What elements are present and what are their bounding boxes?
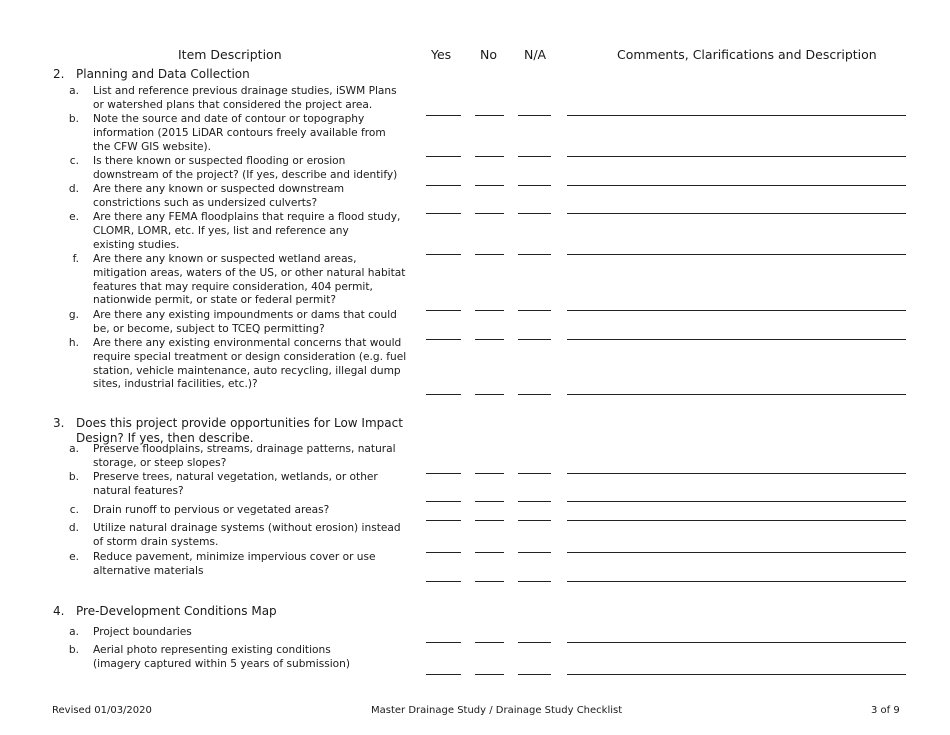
comments-line[interactable] <box>567 674 906 675</box>
item-text-line: the CFW GIS website). <box>93 140 212 153</box>
yes-answer-line[interactable] <box>426 156 461 157</box>
comments-line[interactable] <box>567 213 906 214</box>
item-text-line: mitigation areas, waters of the US, or other natural habitat <box>93 266 406 279</box>
header-na: N/A <box>524 47 547 62</box>
item-letter: c. <box>69 504 79 516</box>
item-text-line: Are there any existing impoundments or dams that could <box>93 309 397 321</box>
item-text-line: Project boundaries <box>93 626 192 638</box>
footer-revised: Revised 01/03/2020 <box>52 705 152 716</box>
section-number: 2. <box>53 67 65 81</box>
comments-line[interactable] <box>567 642 906 643</box>
section-title-line: Does this project provide opportunities for Low Impact <box>76 416 403 430</box>
section-title-line: Design? If yes, then describe. <box>76 430 254 445</box>
na-answer-line[interactable] <box>518 581 551 582</box>
section-number: 4. <box>53 604 65 618</box>
yes-answer-line[interactable] <box>426 115 461 116</box>
item-text-line: sites, industrial facilities, etc.)? <box>93 378 258 391</box>
item-text-line: require special treatment or design consideration (e.g. fuel <box>93 350 407 363</box>
na-answer-line[interactable] <box>518 254 551 255</box>
item-letter: b. <box>68 644 79 656</box>
no-answer-line[interactable] <box>475 310 504 311</box>
section-number: 3. <box>53 416 65 430</box>
item-letter: c. <box>69 155 79 167</box>
comments-line[interactable] <box>567 581 906 582</box>
item-text-line: List and reference previous drainage studies, iSWM Plans <box>93 85 397 97</box>
item-letter: b. <box>68 471 79 483</box>
comments-line[interactable] <box>567 520 906 521</box>
yes-answer-line[interactable] <box>426 185 461 186</box>
comments-line[interactable] <box>567 310 906 311</box>
na-answer-line[interactable] <box>518 642 551 643</box>
item-letter: a. <box>69 443 79 455</box>
no-answer-line[interactable] <box>475 394 504 395</box>
no-answer-line[interactable] <box>475 520 504 521</box>
no-answer-line[interactable] <box>475 581 504 582</box>
item-text-line: Aerial photo representing existing conditions <box>93 644 331 656</box>
no-answer-line[interactable] <box>475 642 504 643</box>
item-text-line: Are there any existing environmental concerns that would <box>93 337 402 349</box>
item-letter: g. <box>68 309 79 321</box>
yes-answer-line[interactable] <box>426 552 461 553</box>
item-text-line: station, vehicle maintenance, auto recycling, illegal dump <box>93 364 401 377</box>
item-text-line: of storm drain systems. <box>93 535 219 548</box>
comments-line[interactable] <box>567 339 906 340</box>
yes-answer-line[interactable] <box>426 473 461 474</box>
item-text-line: Are there any known or suspected downstream <box>93 183 345 195</box>
header-item-description: Item Description <box>178 47 282 62</box>
item-letter: b. <box>68 113 79 125</box>
no-answer-line[interactable] <box>475 501 504 502</box>
item-letter: d. <box>68 183 79 195</box>
item-text-line: Note the source and date of contour or topography <box>93 113 365 125</box>
yes-answer-line[interactable] <box>426 254 461 255</box>
no-answer-line[interactable] <box>475 552 504 553</box>
na-answer-line[interactable] <box>518 394 551 395</box>
yes-answer-line[interactable] <box>426 642 461 643</box>
item-letter: a. <box>69 626 79 638</box>
comments-line[interactable] <box>567 185 906 186</box>
footer-title: Master Drainage Study / Drainage Study Checklist <box>371 705 623 716</box>
item-text-line: CLOMR, LOMR, etc. If yes, list and reference any <box>93 224 349 237</box>
item-text-line: Preserve trees, natural vegetation, wetlands, or other <box>93 471 378 483</box>
item-text-line: Drain runoff to pervious or vegetated areas? <box>93 504 330 516</box>
yes-answer-line[interactable] <box>426 581 461 582</box>
item-text-line: Utilize natural drainage systems (without erosion) instead <box>93 522 401 534</box>
item-letter: e. <box>69 551 79 563</box>
item-text-line: be, or become, subject to TCEQ permitting? <box>93 322 325 335</box>
header-no: No <box>480 47 497 62</box>
item-text-line: downstream of the project? (If yes, describe and identify) <box>93 168 398 181</box>
no-answer-line[interactable] <box>475 185 504 186</box>
no-answer-line[interactable] <box>475 339 504 340</box>
na-answer-line[interactable] <box>518 674 551 675</box>
comments-line[interactable] <box>567 115 906 116</box>
yes-answer-line[interactable] <box>426 310 461 311</box>
comments-line[interactable] <box>567 254 906 255</box>
item-text-line: natural features? <box>93 484 184 497</box>
na-answer-line[interactable] <box>518 115 551 116</box>
footer-page: 3 of 9 <box>871 705 900 716</box>
item-text-line: Are there any known or suspected wetland areas, <box>93 253 357 265</box>
yes-answer-line[interactable] <box>426 339 461 340</box>
header-yes: Yes <box>431 47 452 62</box>
comments-line[interactable] <box>567 394 906 395</box>
comments-line[interactable] <box>567 552 906 553</box>
yes-answer-line[interactable] <box>426 213 461 214</box>
yes-answer-line[interactable] <box>426 501 461 502</box>
no-answer-line[interactable] <box>475 674 504 675</box>
comments-line[interactable] <box>567 156 906 157</box>
na-answer-line[interactable] <box>518 213 551 214</box>
header-comments: Comments, Clarifications and Description <box>617 47 877 62</box>
item-text-line: (imagery captured within 5 years of submission) <box>93 657 351 670</box>
no-answer-line[interactable] <box>475 213 504 214</box>
na-answer-line[interactable] <box>518 520 551 521</box>
no-answer-line[interactable] <box>475 115 504 116</box>
item-text-line: Are there any FEMA floodplains that require a flood study, <box>93 211 401 223</box>
no-answer-line[interactable] <box>475 473 504 474</box>
item-letter: f. <box>72 253 79 265</box>
na-answer-line[interactable] <box>518 156 551 157</box>
item-letter: e. <box>69 211 79 223</box>
section-title-line: Pre-Development Conditions Map <box>76 604 277 618</box>
item-text-line: storage, or steep slopes? <box>93 456 227 469</box>
item-text-line: Reduce pavement, minimize impervious cover or use <box>93 551 376 563</box>
section-title-line: Planning and Data Collection <box>76 67 250 81</box>
na-answer-line[interactable] <box>518 501 551 502</box>
item-text-line: information (2015 LiDAR contours freely available from <box>93 126 386 139</box>
comments-line[interactable] <box>567 473 906 474</box>
yes-answer-line[interactable] <box>426 394 461 395</box>
item-text-line: features that may require consideration, 404 permit, <box>93 280 373 293</box>
no-answer-line[interactable] <box>475 254 504 255</box>
item-text-line: constrictions such as undersized culverts? <box>93 196 318 209</box>
na-answer-line[interactable] <box>518 552 551 553</box>
yes-answer-line[interactable] <box>426 520 461 521</box>
item-letter: a. <box>69 85 79 97</box>
na-answer-line[interactable] <box>518 310 551 311</box>
yes-answer-line[interactable] <box>426 674 461 675</box>
item-text-line: Preserve floodplains, streams, drainage patterns, natural <box>93 443 396 455</box>
item-text-line: alternative materials <box>93 564 204 577</box>
item-text-line: Is there known or suspected flooding or erosion <box>93 155 346 167</box>
na-answer-line[interactable] <box>518 473 551 474</box>
item-letter: h. <box>68 337 79 349</box>
item-letter: d. <box>68 522 79 534</box>
item-text-line: nationwide permit, or state or federal permit? <box>93 294 336 307</box>
na-answer-line[interactable] <box>518 339 551 340</box>
comments-line[interactable] <box>567 501 906 502</box>
item-text-line: or watershed plans that considered the project area. <box>93 98 373 111</box>
no-answer-line[interactable] <box>475 156 504 157</box>
item-text-line: existing studies. <box>93 238 180 251</box>
na-answer-line[interactable] <box>518 185 551 186</box>
